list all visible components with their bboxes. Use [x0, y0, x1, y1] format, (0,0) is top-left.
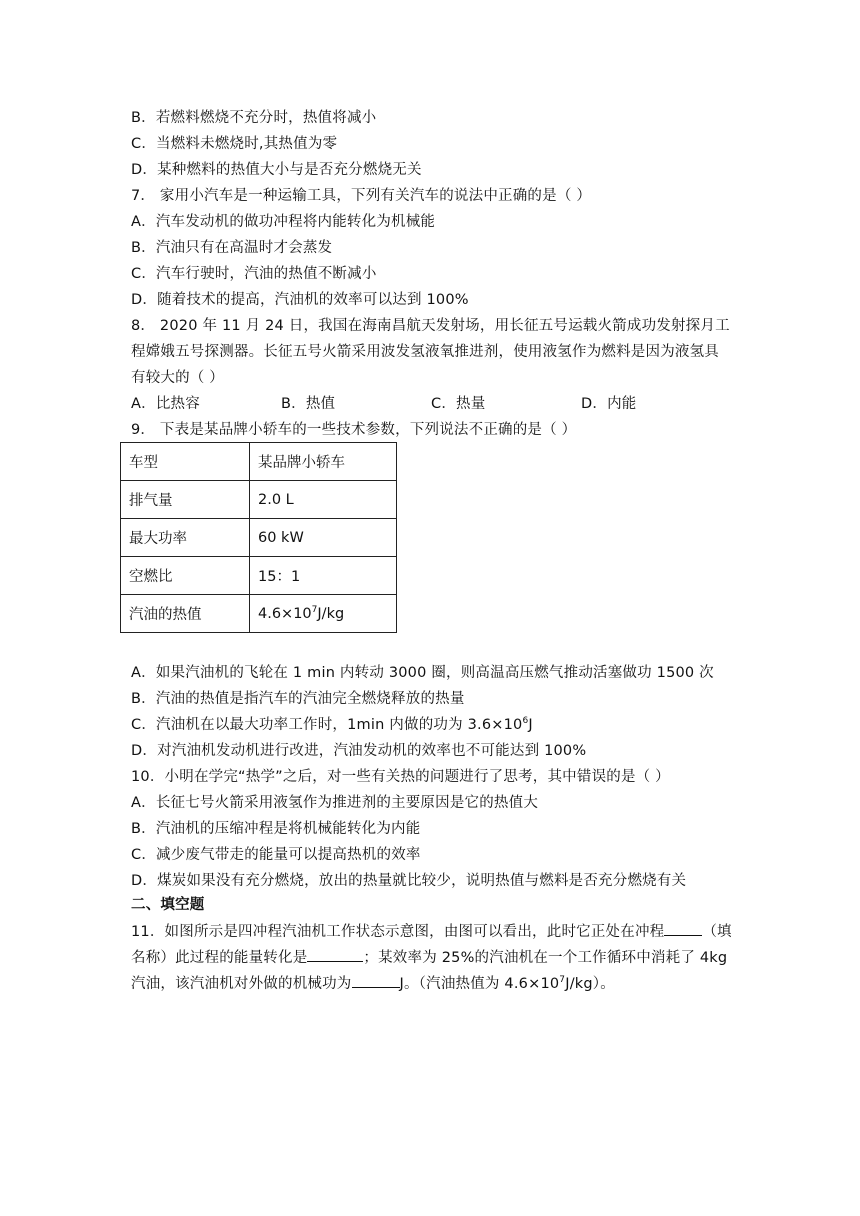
q7-option-a: A．汽车发动机的做功冲程将内能转化为机械能: [131, 214, 436, 230]
table-cell-label: 车型: [121, 443, 250, 481]
q11-line3: 汽油，该汽油机对外做的机械功为 J。（汽油热值为 $4.6\times 10^7J/kg$）。: [131, 973, 615, 994]
q6-option-c: C．当燃料未燃烧时,其热值为零: [131, 136, 338, 152]
table-cell-label: 排气量: [121, 481, 250, 519]
q10-stem: 10．小明在学完“热学”之后，对一些有关热的问题进行了思考，其中错误的是（ ）: [131, 769, 670, 785]
answer-blank[interactable]: [352, 973, 400, 988]
q8-stem-line1: 8． 2020 年 11 月 24 日，我国在海南昌航天发射场，用长征五号运载火箭成功发射探月工: [131, 318, 730, 334]
table-cell-label: 汽油的热值: [121, 595, 250, 633]
q10-option-a: A．长征七号火箭采用液氢作为推进剂的主要原因是它的热值大: [131, 795, 539, 811]
table-row: [121, 557, 397, 595]
table-cell-label: 最大功率: [121, 519, 250, 557]
q8-option-b: B．热值: [281, 396, 336, 412]
q8-option-a: A．比热容: [131, 396, 200, 412]
answer-blank[interactable]: [664, 921, 702, 936]
q11-line1: 11．如图所示是四冲程汽油机工作状态示意图，由图可以看出，此时它正处在冲程 （填: [131, 921, 732, 942]
q8-option-c: C．热量: [431, 396, 486, 412]
q8-option-d: D．内能: [581, 396, 637, 412]
q9-stem: 9． 下表是某品牌小轿车的一些技术参数，下列说法不正确的是（ ）: [131, 422, 577, 438]
section-heading: 二、填空题: [131, 897, 205, 913]
answer-blank[interactable]: [307, 947, 363, 962]
q9-option-b: B．汽油的热值是指汽车的汽油完全燃烧释放的热量: [131, 691, 465, 707]
q6-option-d: D．某种燃料的热值大小与是否充分燃烧无关: [131, 162, 422, 178]
q6-option-b: B．若燃料燃烧不充分时，热值将减小: [131, 110, 377, 126]
table-cell-value: 60 kW: [250, 519, 397, 557]
table-cell-label: 空燃比: [121, 557, 250, 595]
table-cell-value: 15：1: [250, 557, 397, 595]
table-cell-value: 某品牌小轿车: [250, 443, 397, 481]
table-cell-value: $4.6\times 10^7J/kg$: [250, 595, 397, 633]
table-row: [121, 443, 397, 481]
q7-stem: 7． 家用小汽车是一种运输工具，下列有关汽车的说法中正确的是（ ）: [131, 188, 592, 204]
q8-stem-line3: 有较大的（ ）: [131, 370, 225, 386]
q7-option-d: D．随着技术的提高，汽油机的效率可以达到 100%: [131, 292, 469, 308]
q9-option-d: D．对汽油机发动机进行改进，汽油发动机的效率也不可能达到 100%: [131, 743, 587, 759]
table-row: [121, 481, 397, 519]
q9-option-c: C．汽油机在以最大功率工作时，1min 内做的功为 $3.6\times 10^6J$: [131, 716, 533, 733]
table-row: [121, 519, 397, 557]
table-row: [121, 595, 397, 633]
spec-table: [120, 442, 397, 633]
q9-option-a: A．如果汽油机的飞轮在 1 min 内转动 3000 圈，则高温高压燃气推动活塞做功 1500 次: [131, 665, 714, 681]
q10-option-b: B．汽油机的压缩冲程是将机械能转化为内能: [131, 821, 421, 837]
q10-option-d: D．煤炭如果没有充分燃烧，放出的热量就比较少，说明热值与燃料是否充分燃烧有关: [131, 873, 687, 889]
q11-line2: 名称）此过程的能量转化是 ；某效率为 25%的汽油机在一个工作循环中消耗了 4kg: [131, 947, 727, 968]
q7-option-c: C．汽车行驶时，汽油的热值不断减小: [131, 266, 377, 282]
q10-option-c: C．减少废气带走的能量可以提高热机的效率: [131, 847, 421, 863]
q7-option-b: B．汽油只有在高温时才会蒸发: [131, 240, 333, 256]
q8-stem-line2: 程嫦娥五号探测器。长征五号火箭采用波发氢液氧推进剂，使用液氢作为燃料是因为液氢具: [131, 344, 719, 360]
q8-options: [131, 394, 636, 414]
table-cell-value: 2.0 L: [250, 481, 397, 519]
